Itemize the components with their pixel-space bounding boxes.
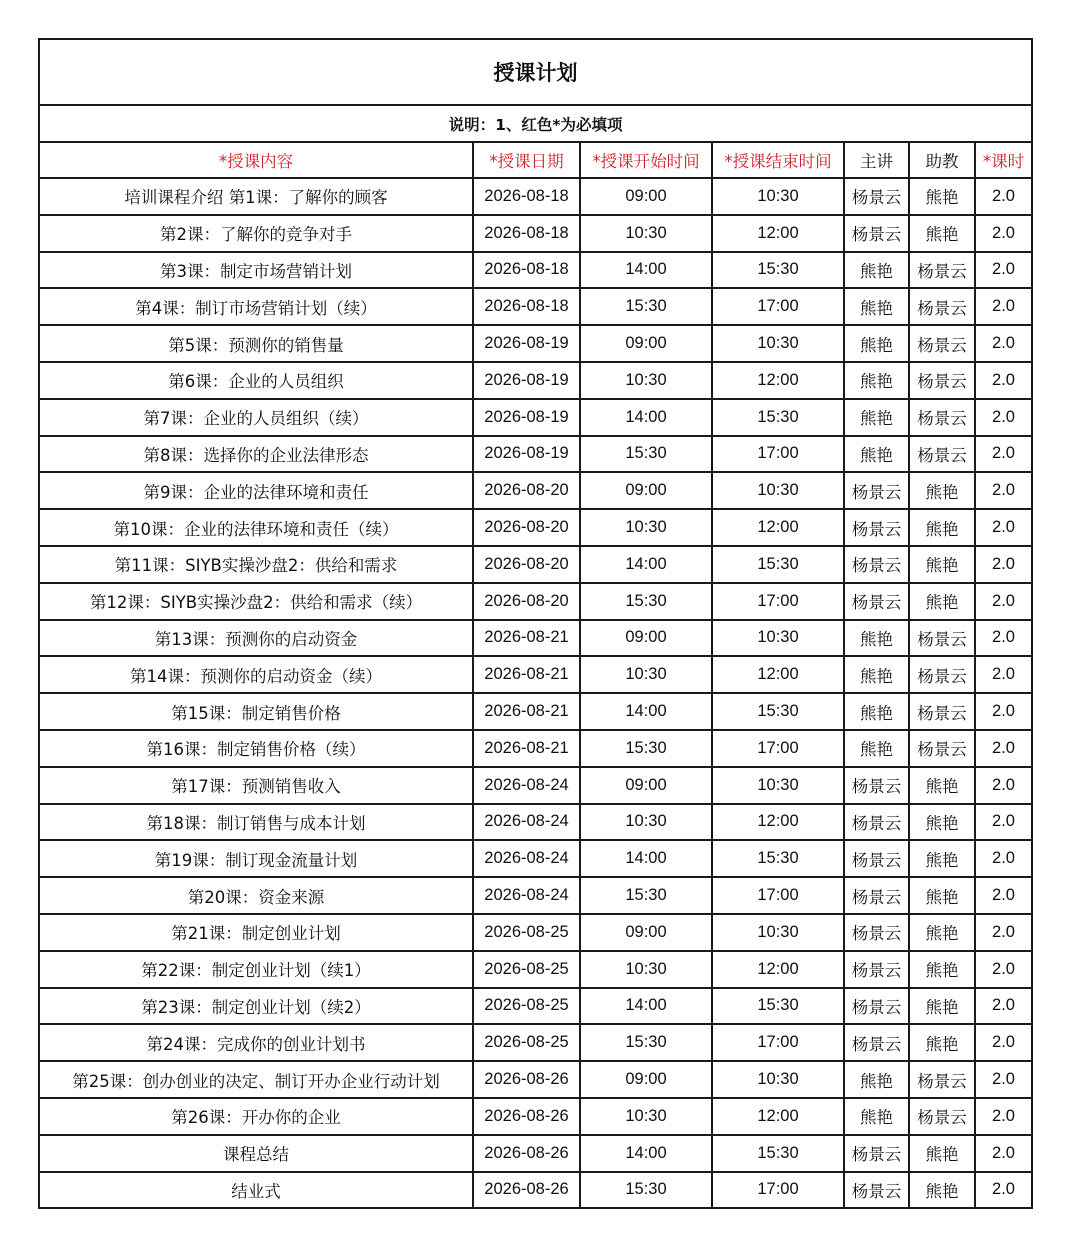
cell-content: 第20课：资金来源: [39, 877, 473, 914]
cell-assistant: 熊艳: [909, 1024, 975, 1061]
cell-content: 第16课：制定销售价格（续）: [39, 730, 473, 767]
cell-content: 第4课：制订市场营销计划（续）: [39, 288, 473, 325]
cell-date: 2026-08-24: [473, 877, 580, 914]
cell-hours: 2.0: [975, 988, 1032, 1025]
cell-hours: 2.0: [975, 693, 1032, 730]
table-row: [39, 362, 1032, 399]
cell-content: 第15课：制定销售价格: [39, 693, 473, 730]
cell-lecturer: 杨景云: [844, 215, 909, 252]
cell-hours: 2.0: [975, 509, 1032, 546]
cell-lecturer: 杨景云: [844, 804, 909, 841]
cell-start-time: 15:30: [580, 877, 712, 914]
cell-start-time: 10:30: [580, 215, 712, 252]
cell-end-time: 10:30: [712, 620, 844, 657]
cell-lecturer: 杨景云: [844, 472, 909, 509]
cell-lecturer: 杨景云: [844, 1135, 909, 1172]
cell-lecturer: 熊艳: [844, 436, 909, 473]
cell-lecturer: 熊艳: [844, 730, 909, 767]
cell-hours: 2.0: [975, 656, 1032, 693]
cell-assistant: 杨景云: [909, 693, 975, 730]
cell-hours: 2.0: [975, 840, 1032, 877]
table-row: [39, 730, 1032, 767]
cell-hours: 2.0: [975, 1172, 1032, 1209]
table-row: [39, 951, 1032, 988]
cell-lecturer: 杨景云: [844, 988, 909, 1025]
cell-start-time: 14:00: [580, 399, 712, 436]
cell-hours: 2.0: [975, 472, 1032, 509]
cell-start-time: 14:00: [580, 693, 712, 730]
cell-end-time: 15:30: [712, 840, 844, 877]
cell-date: 2026-08-26: [473, 1061, 580, 1098]
cell-date: 2026-08-21: [473, 730, 580, 767]
cell-end-time: 15:30: [712, 252, 844, 289]
cell-date: 2026-08-20: [473, 472, 580, 509]
cell-date: 2026-08-25: [473, 1024, 580, 1061]
cell-start-time: 09:00: [580, 325, 712, 362]
cell-hours: 2.0: [975, 877, 1032, 914]
cell-date: 2026-08-18: [473, 178, 580, 215]
cell-content: 第12课：SIYB实操沙盘2：供给和需求（续）: [39, 583, 473, 620]
cell-assistant: 杨景云: [909, 730, 975, 767]
cell-date: 2026-08-18: [473, 215, 580, 252]
cell-lecturer: 熊艳: [844, 656, 909, 693]
cell-start-time: 09:00: [580, 178, 712, 215]
cell-end-time: 10:30: [712, 325, 844, 362]
cell-date: 2026-08-19: [473, 325, 580, 362]
cell-hours: 2.0: [975, 1135, 1032, 1172]
cell-lecturer: 杨景云: [844, 583, 909, 620]
cell-end-time: 12:00: [712, 804, 844, 841]
cell-end-time: 17:00: [712, 1172, 844, 1209]
cell-hours: 2.0: [975, 1061, 1032, 1098]
cell-start-time: 09:00: [580, 620, 712, 657]
table-row: [39, 546, 1032, 583]
cell-end-time: 17:00: [712, 288, 844, 325]
cell-content: 第18课：制订销售与成本计划: [39, 804, 473, 841]
cell-end-time: 10:30: [712, 178, 844, 215]
cell-date: 2026-08-21: [473, 620, 580, 657]
table-row: [39, 288, 1032, 325]
header-assistant: 助教: [909, 142, 975, 178]
table-row: [39, 399, 1032, 436]
cell-assistant: 杨景云: [909, 399, 975, 436]
table-row: [39, 840, 1032, 877]
cell-content: 结业式: [39, 1172, 473, 1209]
header-row: [39, 142, 1032, 178]
table-row: [39, 178, 1032, 215]
cell-lecturer: 杨景云: [844, 509, 909, 546]
cell-content: 第24课：完成你的创业计划书: [39, 1024, 473, 1061]
cell-date: 2026-08-24: [473, 767, 580, 804]
cell-assistant: 熊艳: [909, 546, 975, 583]
cell-hours: 2.0: [975, 730, 1032, 767]
table-row: [39, 436, 1032, 473]
table-row: [39, 325, 1032, 362]
cell-end-time: 17:00: [712, 1024, 844, 1061]
header-end-time: *授课结束时间: [712, 142, 844, 178]
cell-content: 第9课：企业的法律环境和责任: [39, 472, 473, 509]
cell-end-time: 17:00: [712, 436, 844, 473]
cell-start-time: 10:30: [580, 362, 712, 399]
cell-hours: 2.0: [975, 914, 1032, 951]
cell-content: 第26课：开办你的企业: [39, 1098, 473, 1135]
cell-date: 2026-08-19: [473, 362, 580, 399]
cell-lecturer: 熊艳: [844, 620, 909, 657]
cell-hours: 2.0: [975, 288, 1032, 325]
cell-date: 2026-08-25: [473, 951, 580, 988]
table-row: [39, 252, 1032, 289]
cell-lecturer: 熊艳: [844, 252, 909, 289]
cell-assistant: 杨景云: [909, 362, 975, 399]
cell-content: 第13课：预测你的启动资金: [39, 620, 473, 657]
cell-end-time: 15:30: [712, 1135, 844, 1172]
cell-assistant: 杨景云: [909, 436, 975, 473]
cell-date: 2026-08-18: [473, 252, 580, 289]
cell-hours: 2.0: [975, 804, 1032, 841]
cell-content: 第22课：制定创业计划（续1）: [39, 951, 473, 988]
cell-lecturer: 杨景云: [844, 1172, 909, 1209]
cell-end-time: 10:30: [712, 914, 844, 951]
cell-content: 第7课：企业的人员组织（续）: [39, 399, 473, 436]
cell-lecturer: 熊艳: [844, 288, 909, 325]
cell-content: 第11课：SIYB实操沙盘2：供给和需求: [39, 546, 473, 583]
header-content: *授课内容: [39, 142, 473, 178]
cell-end-time: 12:00: [712, 362, 844, 399]
cell-end-time: 15:30: [712, 693, 844, 730]
cell-start-time: 14:00: [580, 546, 712, 583]
cell-start-time: 10:30: [580, 656, 712, 693]
cell-assistant: 熊艳: [909, 215, 975, 252]
cell-start-time: 15:30: [580, 436, 712, 473]
cell-start-time: 15:30: [580, 1024, 712, 1061]
cell-date: 2026-08-18: [473, 288, 580, 325]
cell-content: 第17课：预测销售收入: [39, 767, 473, 804]
cell-end-time: 10:30: [712, 1061, 844, 1098]
cell-hours: 2.0: [975, 436, 1032, 473]
cell-lecturer: 熊艳: [844, 693, 909, 730]
cell-content: 第3课：制定市场营销计划: [39, 252, 473, 289]
cell-date: 2026-08-25: [473, 988, 580, 1025]
cell-end-time: 17:00: [712, 583, 844, 620]
cell-end-time: 10:30: [712, 767, 844, 804]
cell-lecturer: 熊艳: [844, 1098, 909, 1135]
cell-assistant: 杨景云: [909, 1061, 975, 1098]
cell-assistant: 熊艳: [909, 877, 975, 914]
cell-end-time: 15:30: [712, 988, 844, 1025]
cell-end-time: 12:00: [712, 215, 844, 252]
table-row: [39, 583, 1032, 620]
table-row: [39, 472, 1032, 509]
cell-assistant: 熊艳: [909, 951, 975, 988]
cell-hours: 2.0: [975, 178, 1032, 215]
cell-start-time: 15:30: [580, 583, 712, 620]
cell-date: 2026-08-21: [473, 693, 580, 730]
cell-date: 2026-08-24: [473, 840, 580, 877]
required-note: 说明：1、红色*为必填项: [39, 105, 1032, 142]
cell-date: 2026-08-20: [473, 583, 580, 620]
cell-date: 2026-08-26: [473, 1135, 580, 1172]
table-row: [39, 1061, 1032, 1098]
table-row: [39, 1098, 1032, 1135]
cell-hours: 2.0: [975, 1098, 1032, 1135]
header-start-time: *授课开始时间: [580, 142, 712, 178]
cell-start-time: 09:00: [580, 472, 712, 509]
cell-start-time: 14:00: [580, 988, 712, 1025]
table-row: [39, 620, 1032, 657]
cell-assistant: 熊艳: [909, 472, 975, 509]
cell-assistant: 杨景云: [909, 252, 975, 289]
cell-date: 2026-08-20: [473, 509, 580, 546]
table-row: [39, 988, 1032, 1025]
cell-content: 第21课：制定创业计划: [39, 914, 473, 951]
cell-content: 第19课：制订现金流量计划: [39, 840, 473, 877]
cell-assistant: 熊艳: [909, 1135, 975, 1172]
table-row: [39, 767, 1032, 804]
header-date: *授课日期: [473, 142, 580, 178]
cell-content: 第8课：选择你的企业法律形态: [39, 436, 473, 473]
cell-assistant: 熊艳: [909, 583, 975, 620]
cell-start-time: 15:30: [580, 1172, 712, 1209]
cell-assistant: 杨景云: [909, 1098, 975, 1135]
cell-start-time: 09:00: [580, 914, 712, 951]
cell-lecturer: 熊艳: [844, 362, 909, 399]
table-row: [39, 914, 1032, 951]
cell-start-time: 10:30: [580, 804, 712, 841]
cell-date: 2026-08-25: [473, 914, 580, 951]
cell-assistant: 熊艳: [909, 767, 975, 804]
cell-hours: 2.0: [975, 620, 1032, 657]
cell-start-time: 09:00: [580, 1061, 712, 1098]
cell-start-time: 09:00: [580, 767, 712, 804]
cell-lecturer: 杨景云: [844, 877, 909, 914]
table-row: [39, 693, 1032, 730]
table-row: [39, 1135, 1032, 1172]
cell-hours: 2.0: [975, 951, 1032, 988]
cell-assistant: 熊艳: [909, 804, 975, 841]
cell-content: 课程总结: [39, 1135, 473, 1172]
cell-hours: 2.0: [975, 767, 1032, 804]
cell-date: 2026-08-20: [473, 546, 580, 583]
cell-content: 培训课程介绍 第1课：了解你的顾客: [39, 178, 473, 215]
cell-hours: 2.0: [975, 215, 1032, 252]
cell-assistant: 熊艳: [909, 178, 975, 215]
table-row: [39, 1172, 1032, 1209]
cell-start-time: 15:30: [580, 288, 712, 325]
table-row: [39, 656, 1032, 693]
cell-date: 2026-08-19: [473, 436, 580, 473]
cell-lecturer: 杨景云: [844, 951, 909, 988]
header-lecturer: 主讲: [844, 142, 909, 178]
cell-end-time: 10:30: [712, 472, 844, 509]
cell-hours: 2.0: [975, 1024, 1032, 1061]
cell-end-time: 12:00: [712, 951, 844, 988]
cell-assistant: 熊艳: [909, 1172, 975, 1209]
cell-start-time: 10:30: [580, 509, 712, 546]
table-row: [39, 804, 1032, 841]
cell-start-time: 10:30: [580, 1098, 712, 1135]
cell-end-time: 15:30: [712, 399, 844, 436]
cell-lecturer: 杨景云: [844, 767, 909, 804]
cell-date: 2026-08-26: [473, 1098, 580, 1135]
cell-content: 第23课：制定创业计划（续2）: [39, 988, 473, 1025]
cell-start-time: 15:30: [580, 730, 712, 767]
cell-lecturer: 熊艳: [844, 1061, 909, 1098]
table-row: [39, 215, 1032, 252]
cell-end-time: 12:00: [712, 509, 844, 546]
header-hours: *课时: [975, 142, 1032, 178]
cell-date: 2026-08-21: [473, 656, 580, 693]
cell-date: 2026-08-19: [473, 399, 580, 436]
cell-lecturer: 熊艳: [844, 325, 909, 362]
cell-assistant: 杨景云: [909, 288, 975, 325]
course-plan-table: [38, 38, 1033, 1209]
table-row: [39, 1024, 1032, 1061]
cell-hours: 2.0: [975, 546, 1032, 583]
cell-assistant: 杨景云: [909, 325, 975, 362]
cell-lecturer: 杨景云: [844, 840, 909, 877]
cell-hours: 2.0: [975, 399, 1032, 436]
cell-content: 第10课：企业的法律环境和责任（续）: [39, 509, 473, 546]
cell-lecturer: 杨景云: [844, 1024, 909, 1061]
cell-end-time: 15:30: [712, 546, 844, 583]
cell-hours: 2.0: [975, 583, 1032, 620]
cell-hours: 2.0: [975, 325, 1032, 362]
cell-start-time: 14:00: [580, 1135, 712, 1172]
cell-date: 2026-08-24: [473, 804, 580, 841]
cell-end-time: 17:00: [712, 730, 844, 767]
cell-assistant: 熊艳: [909, 840, 975, 877]
cell-hours: 2.0: [975, 252, 1032, 289]
table-row: [39, 509, 1032, 546]
cell-content: 第2课：了解你的竞争对手: [39, 215, 473, 252]
cell-lecturer: 杨景云: [844, 546, 909, 583]
cell-lecturer: 杨景云: [844, 914, 909, 951]
cell-assistant: 熊艳: [909, 509, 975, 546]
cell-end-time: 12:00: [712, 656, 844, 693]
cell-lecturer: 熊艳: [844, 399, 909, 436]
sheet-title: 授课计划: [39, 39, 1032, 105]
cell-end-time: 17:00: [712, 877, 844, 914]
cell-assistant: 杨景云: [909, 656, 975, 693]
cell-content: 第25课：创办创业的决定、制订开办企业行动计划: [39, 1061, 473, 1098]
cell-start-time: 10:30: [580, 951, 712, 988]
cell-start-time: 14:00: [580, 252, 712, 289]
cell-content: 第14课：预测你的启动资金（续）: [39, 656, 473, 693]
cell-date: 2026-08-26: [473, 1172, 580, 1209]
cell-start-time: 14:00: [580, 840, 712, 877]
cell-assistant: 杨景云: [909, 620, 975, 657]
cell-assistant: 熊艳: [909, 988, 975, 1025]
cell-content: 第5课：预测你的销售量: [39, 325, 473, 362]
cell-content: 第6课：企业的人员组织: [39, 362, 473, 399]
cell-assistant: 熊艳: [909, 914, 975, 951]
cell-lecturer: 杨景云: [844, 178, 909, 215]
table-row: [39, 877, 1032, 914]
cell-hours: 2.0: [975, 362, 1032, 399]
cell-end-time: 12:00: [712, 1098, 844, 1135]
